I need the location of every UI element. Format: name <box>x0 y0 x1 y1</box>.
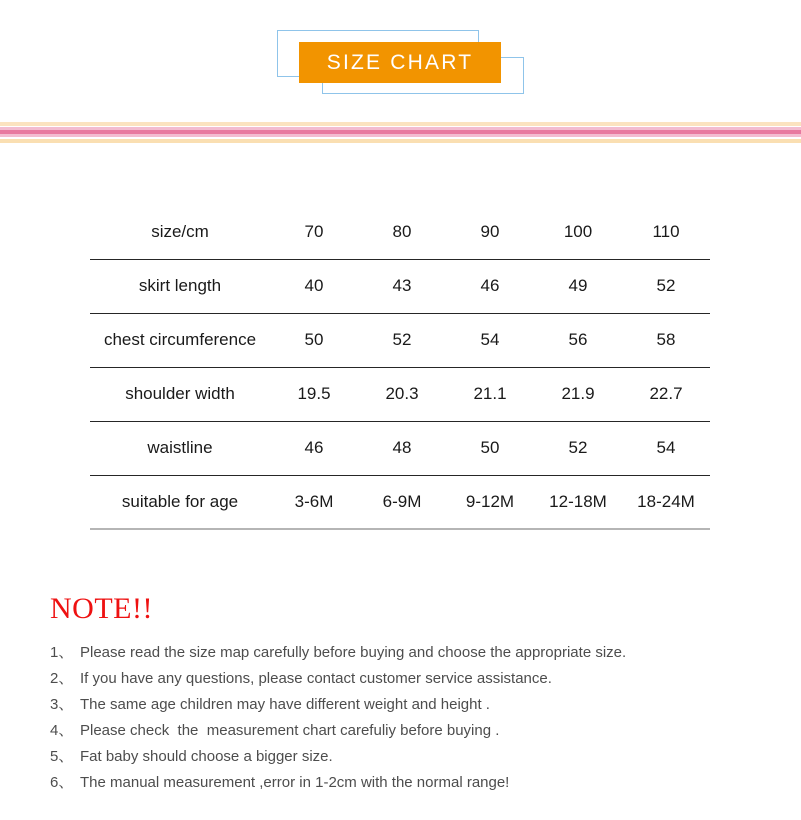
row-label: shoulder width <box>90 367 270 421</box>
note-item <box>50 640 770 666</box>
row-label: suitable for age <box>90 475 270 529</box>
table-cell: 52 <box>358 313 446 367</box>
table-cell: 21.9 <box>534 367 622 421</box>
table-cell: 3-6M <box>270 475 358 529</box>
table-row <box>90 475 710 529</box>
row-label: waistline <box>90 421 270 475</box>
note-item <box>50 718 770 744</box>
table-cell: 48 <box>358 421 446 475</box>
table-row <box>90 367 710 421</box>
table-cell: 100 <box>534 205 622 259</box>
table-cell: 58 <box>622 313 710 367</box>
table-cell: 9-12M <box>446 475 534 529</box>
size-chart-table <box>90 205 710 530</box>
table-cell: 52 <box>534 421 622 475</box>
note-item <box>50 770 770 796</box>
table-cell: 80 <box>358 205 446 259</box>
table-cell: 20.3 <box>358 367 446 421</box>
table-cell: 12-18M <box>534 475 622 529</box>
note-item-number: 6、 <box>50 774 74 791</box>
note-section <box>50 592 770 796</box>
table-cell: 46 <box>446 259 534 313</box>
note-item-text: Please check the measurement chart carefuliy before buying . <box>80 722 500 739</box>
page-title: SIZE CHART <box>326 50 474 74</box>
table-cell: 22.7 <box>622 367 710 421</box>
table-cell: 90 <box>446 205 534 259</box>
table-row <box>90 259 710 313</box>
note-title: NOTE!! <box>50 592 153 625</box>
table-cell: 54 <box>446 313 534 367</box>
table-cell: 54 <box>622 421 710 475</box>
size-table-wrapper <box>90 205 710 530</box>
table-cell: 46 <box>270 421 358 475</box>
note-item-text: Fat baby should choose a bigger size. <box>80 748 333 765</box>
table-row <box>90 205 710 259</box>
row-label: chest circumference <box>90 313 270 367</box>
note-item-text: The same age children may have different weight and height . <box>80 696 490 713</box>
note-item <box>50 666 770 692</box>
table-cell: 70 <box>270 205 358 259</box>
table-cell: 18-24M <box>622 475 710 529</box>
note-item <box>50 744 770 770</box>
banner-box <box>299 42 501 83</box>
note-item-number: 5、 <box>50 748 74 765</box>
table-cell: 56 <box>534 313 622 367</box>
table-cell: 50 <box>446 421 534 475</box>
table-cell: 50 <box>270 313 358 367</box>
note-item-number: 3、 <box>50 696 74 713</box>
note-item-text: Please read the size map carefully before buying and choose the appropriate size. <box>80 644 627 661</box>
note-item-number: 4、 <box>50 722 74 739</box>
note-item-number: 1、 <box>50 644 74 661</box>
table-cell: 21.1 <box>446 367 534 421</box>
table-cell: 49 <box>534 259 622 313</box>
row-label: skirt length <box>90 259 270 313</box>
note-item-number: 2、 <box>50 670 74 687</box>
note-item <box>50 692 770 718</box>
table-row <box>90 313 710 367</box>
table-cell: 43 <box>358 259 446 313</box>
divider-stripe <box>0 139 801 143</box>
note-list <box>50 640 770 796</box>
banner-area <box>0 0 801 118</box>
table-cell: 40 <box>270 259 358 313</box>
table-row <box>90 421 710 475</box>
striped-divider <box>0 122 801 144</box>
table-cell: 52 <box>622 259 710 313</box>
size-table-body <box>90 205 710 529</box>
note-item-text: If you have any questions, please contact customer service assistance. <box>80 670 552 687</box>
row-label: size/cm <box>90 205 270 259</box>
note-item-text: The manual measurement ,error in 1-2cm with the normal range! <box>80 774 510 791</box>
table-cell: 19.5 <box>270 367 358 421</box>
table-cell: 110 <box>622 205 710 259</box>
table-cell: 6-9M <box>358 475 446 529</box>
